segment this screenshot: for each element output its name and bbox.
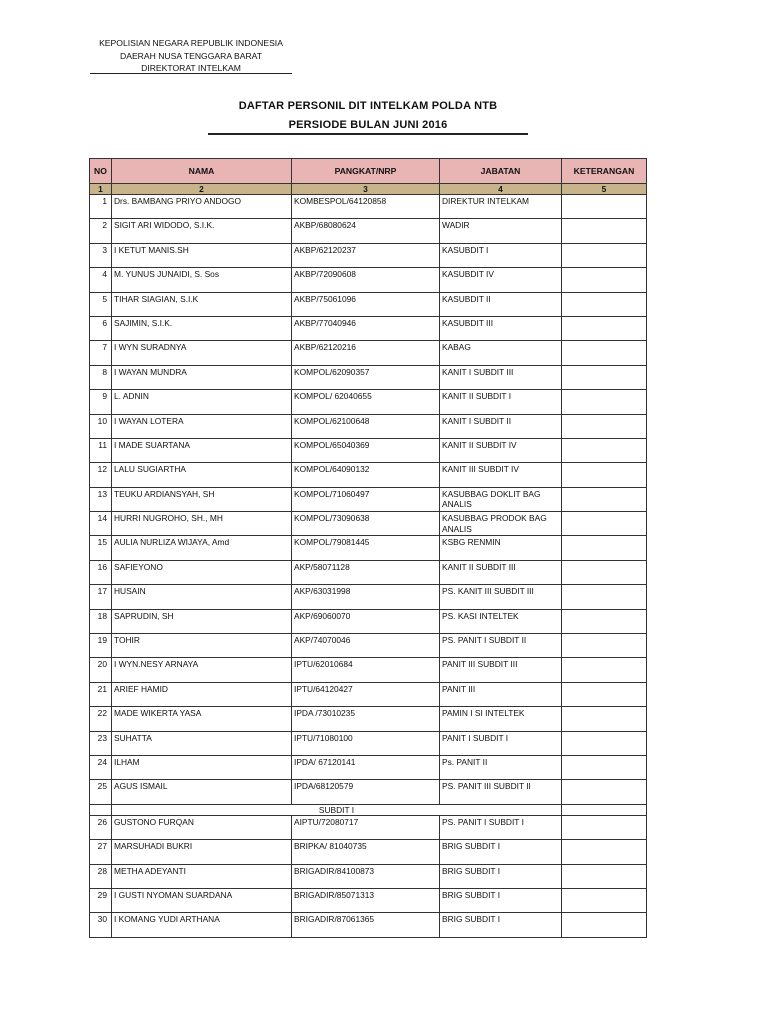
keterangan-cell: [562, 195, 647, 219]
no-cell: 30: [90, 913, 112, 937]
col-header-no: NO: [90, 159, 112, 184]
table-row: [90, 585, 647, 609]
pangkat-cell: IPDA/68120579: [292, 780, 440, 804]
jabatan-cell: BRIG SUBDIT I: [440, 840, 562, 864]
keterangan-cell: [562, 913, 647, 937]
col-number-3: 3: [292, 184, 440, 195]
no-cell: 14: [90, 512, 112, 536]
jabatan-cell: KSBG RENMIN: [440, 536, 562, 560]
nama-cell: L. ADNIN: [112, 390, 292, 414]
pangkat-cell: AIPTU/72080717: [292, 815, 440, 839]
no-cell: 24: [90, 755, 112, 779]
table-row: [90, 682, 647, 706]
no-cell: 10: [90, 414, 112, 438]
section-label: SUBDIT I: [112, 804, 562, 815]
table-row: [90, 390, 647, 414]
jabatan-cell: KASUBBAG DOKLIT BAG ANALIS: [440, 487, 562, 511]
no-cell: 27: [90, 840, 112, 864]
jabatan-cell: KANIT II SUBDIT I: [440, 390, 562, 414]
col-number-1: 1: [90, 184, 112, 195]
nama-cell: I GUSTI NYOMAN SUARDANA: [112, 888, 292, 912]
no-cell: 21: [90, 682, 112, 706]
nama-cell: MADE WIKERTA YASA: [112, 707, 292, 731]
table-row: [90, 268, 647, 292]
jabatan-cell: WADIR: [440, 219, 562, 243]
no-cell: 26: [90, 815, 112, 839]
no-cell: 20: [90, 658, 112, 682]
table-row: [90, 731, 647, 755]
jabatan-cell: PS. PANIT I SUBDIT I: [440, 815, 562, 839]
keterangan-cell: [562, 243, 647, 267]
keterangan-cell: [562, 365, 647, 389]
nama-cell: I KOMANG YUDI ARTHANA: [112, 913, 292, 937]
keterangan-cell: [562, 463, 647, 487]
jabatan-cell: PS. KASI INTELTEK: [440, 609, 562, 633]
pangkat-cell: KOMBESPOL/64120858: [292, 195, 440, 219]
no-cell: 1: [90, 195, 112, 219]
no-cell: 5: [90, 292, 112, 316]
table-row: [90, 815, 647, 839]
table-row: [90, 463, 647, 487]
section-spacer: [90, 804, 112, 815]
pangkat-cell: AKP/63031998: [292, 585, 440, 609]
keterangan-cell: [562, 219, 647, 243]
no-cell: 12: [90, 463, 112, 487]
table-row: [90, 609, 647, 633]
nama-cell: SAJIMIN, S.I.K.: [112, 316, 292, 340]
keterangan-cell: [562, 292, 647, 316]
no-cell: 3: [90, 243, 112, 267]
nama-cell: AULIA NURLIZA WIJAYA, Amd: [112, 536, 292, 560]
keterangan-cell: [562, 512, 647, 536]
keterangan-cell: [562, 682, 647, 706]
no-cell: 29: [90, 888, 112, 912]
column-number-row: [90, 184, 647, 195]
pangkat-cell: KOMPOL/62100648: [292, 414, 440, 438]
keterangan-cell: [562, 414, 647, 438]
no-cell: 28: [90, 864, 112, 888]
table-row: [90, 840, 647, 864]
no-cell: 17: [90, 585, 112, 609]
table-row: [90, 658, 647, 682]
jabatan-cell: KANIT III SUBDIT IV: [440, 463, 562, 487]
document-title: DAFTAR PERSONIL DIT INTELKAM POLDA NTB: [238, 100, 498, 112]
keterangan-cell: [562, 316, 647, 340]
pangkat-cell: KOMPOL/64090132: [292, 463, 440, 487]
col-header-keterangan: KETERANGAN: [562, 159, 647, 184]
nama-cell: I WYN.NESY ARNAYA: [112, 658, 292, 682]
pangkat-cell: AKBP/68080624: [292, 219, 440, 243]
no-cell: 11: [90, 438, 112, 462]
no-cell: 18: [90, 609, 112, 633]
table-row: [90, 707, 647, 731]
pangkat-cell: BRIGADIR/84100873: [292, 864, 440, 888]
no-cell: 4: [90, 268, 112, 292]
keterangan-cell: [562, 780, 647, 804]
title-underline: [208, 133, 528, 135]
jabatan-cell: KABAG: [440, 341, 562, 365]
table-row: [90, 219, 647, 243]
pangkat-cell: AKP/69060070: [292, 609, 440, 633]
jabatan-cell: PS. PANIT I SUBDIT II: [440, 634, 562, 658]
pangkat-cell: AKBP/75061096: [292, 292, 440, 316]
pangkat-cell: KOMPOL/65040369: [292, 438, 440, 462]
nama-cell: I WYN SURADNYA: [112, 341, 292, 365]
pangkat-cell: AKBP/62120216: [292, 341, 440, 365]
nama-cell: ILHAM: [112, 755, 292, 779]
col-header-nama: NAMA: [112, 159, 292, 184]
keterangan-cell: [562, 888, 647, 912]
keterangan-cell: [562, 864, 647, 888]
pangkat-cell: KOMPOL/ 62040655: [292, 390, 440, 414]
nama-cell: M. YUNUS JUNAIDI, S. Sos: [112, 268, 292, 292]
pangkat-cell: IPTU/71080100: [292, 731, 440, 755]
org-line-2: DAERAH NUSA TENGGARA BARAT: [120, 50, 262, 61]
pangkat-cell: KOMPOL/73090638: [292, 512, 440, 536]
nama-cell: AGUS ISMAIL: [112, 780, 292, 804]
jabatan-cell: BRIG SUBDIT I: [440, 913, 562, 937]
no-cell: 22: [90, 707, 112, 731]
pangkat-cell: KOMPOL/79081445: [292, 536, 440, 560]
nama-cell: GUSTONO FURQAN: [112, 815, 292, 839]
nama-cell: HUSAIN: [112, 585, 292, 609]
nama-cell: SUHATTA: [112, 731, 292, 755]
keterangan-cell: [562, 438, 647, 462]
pangkat-cell: AKBP/77040946: [292, 316, 440, 340]
organization-header: [90, 37, 292, 75]
pangkat-cell: AKBP/62120237: [292, 243, 440, 267]
nama-cell: TIHAR SIAGIAN, S.I.K: [112, 292, 292, 316]
jabatan-cell: BRIG SUBDIT I: [440, 888, 562, 912]
keterangan-cell: [562, 585, 647, 609]
keterangan-cell: [562, 634, 647, 658]
col-number-4: 4: [440, 184, 562, 195]
jabatan-cell: KASUBDIT III: [440, 316, 562, 340]
no-cell: 15: [90, 536, 112, 560]
pangkat-cell: BRIPKA/ 81040735: [292, 840, 440, 864]
jabatan-cell: KANIT II SUBDIT IV: [440, 438, 562, 462]
jabatan-cell: KASUBDIT I: [440, 243, 562, 267]
jabatan-cell: KANIT I SUBDIT II: [440, 414, 562, 438]
pangkat-cell: IPTU/64120427: [292, 682, 440, 706]
nama-cell: SAPRUDIN, SH: [112, 609, 292, 633]
nama-cell: MARSUHADI BUKRI: [112, 840, 292, 864]
table-row: [90, 634, 647, 658]
jabatan-cell: PS. PANIT III SUBDIT II: [440, 780, 562, 804]
org-line-3: DIREKTORAT INTELKAM: [141, 63, 241, 74]
nama-cell: TOHIR: [112, 634, 292, 658]
keterangan-cell: [562, 815, 647, 839]
nama-cell: I MADE SUARTANA: [112, 438, 292, 462]
nama-cell: TEUKU ARDIANSYAH, SH: [112, 487, 292, 511]
jabatan-cell: PANIT III: [440, 682, 562, 706]
jabatan-cell: KASUBDIT IV: [440, 268, 562, 292]
col-header-pangkat: PANGKAT/NRP: [292, 159, 440, 184]
table-row: [90, 864, 647, 888]
table-header-row: [90, 159, 647, 184]
table-row: [90, 755, 647, 779]
nama-cell: SIGIT ARI WIDODO, S.I.K.: [112, 219, 292, 243]
nama-cell: ARIEF HAMID: [112, 682, 292, 706]
no-cell: 19: [90, 634, 112, 658]
keterangan-cell: [562, 560, 647, 584]
jabatan-cell: PANIT I SUBDIT I: [440, 731, 562, 755]
keterangan-cell: [562, 731, 647, 755]
pangkat-cell: KOMPOL/62090357: [292, 365, 440, 389]
table-row: [90, 365, 647, 389]
keterangan-cell: [562, 755, 647, 779]
no-cell: 6: [90, 316, 112, 340]
section-row-subdit-i: [90, 804, 647, 815]
section-spacer: [562, 804, 647, 815]
keterangan-cell: [562, 658, 647, 682]
col-number-5: 5: [562, 184, 647, 195]
table-row: [90, 560, 647, 584]
jabatan-cell: KASUBBAG PRODOK BAG ANALIS: [440, 512, 562, 536]
no-cell: 7: [90, 341, 112, 365]
nama-cell: Drs. BAMBANG PRIYO ANDOGO: [112, 195, 292, 219]
pangkat-cell: IPTU/62010684: [292, 658, 440, 682]
nama-cell: I WAYAN LOTERA: [112, 414, 292, 438]
jabatan-cell: PANIT III SUBDIT III: [440, 658, 562, 682]
table-row: [90, 913, 647, 937]
nama-cell: I WAYAN MUNDRA: [112, 365, 292, 389]
table-row: [90, 512, 647, 536]
keterangan-cell: [562, 487, 647, 511]
no-cell: 9: [90, 390, 112, 414]
jabatan-cell: KANIT II SUBDIT III: [440, 560, 562, 584]
keterangan-cell: [562, 341, 647, 365]
pangkat-cell: IPDA/ 67120141: [292, 755, 440, 779]
pangkat-cell: IPDA /73010235: [292, 707, 440, 731]
pangkat-cell: KOMPOL/71060497: [292, 487, 440, 511]
personnel-table: [89, 158, 647, 938]
table-row: [90, 414, 647, 438]
pangkat-cell: BRIGADIR/87061365: [292, 913, 440, 937]
jabatan-cell: Ps. PANIT II: [440, 755, 562, 779]
keterangan-cell: [562, 840, 647, 864]
keterangan-cell: [562, 390, 647, 414]
jabatan-cell: PS. KANIT III SUBDIT III: [440, 585, 562, 609]
no-cell: 8: [90, 365, 112, 389]
table-body: [90, 195, 647, 938]
no-cell: 23: [90, 731, 112, 755]
col-number-2: 2: [112, 184, 292, 195]
col-header-jabatan: JABATAN: [440, 159, 562, 184]
keterangan-cell: [562, 609, 647, 633]
nama-cell: METHA ADEYANTI: [112, 864, 292, 888]
table-row: [90, 316, 647, 340]
no-cell: 13: [90, 487, 112, 511]
jabatan-cell: KASUBDIT II: [440, 292, 562, 316]
no-cell: 2: [90, 219, 112, 243]
table-row: [90, 438, 647, 462]
jabatan-cell: PAMIN I SI INTELTEK: [440, 707, 562, 731]
keterangan-cell: [562, 268, 647, 292]
document-subtitle: PERSIODE BULAN JUNI 2016: [288, 119, 448, 131]
pangkat-cell: BRIGADIR/85071313: [292, 888, 440, 912]
no-cell: 25: [90, 780, 112, 804]
table-row: [90, 341, 647, 365]
jabatan-cell: KANIT I SUBDIT III: [440, 365, 562, 389]
pangkat-cell: AKP/58071128: [292, 560, 440, 584]
table-row: [90, 536, 647, 560]
table-row: [90, 888, 647, 912]
table-row: [90, 243, 647, 267]
no-cell: 16: [90, 560, 112, 584]
keterangan-cell: [562, 707, 647, 731]
jabatan-cell: BRIG SUBDIT I: [440, 864, 562, 888]
nama-cell: LALU SUGIARTHA: [112, 463, 292, 487]
nama-cell: I KETUT MANIS.SH: [112, 243, 292, 267]
nama-cell: SAFIEYONO: [112, 560, 292, 584]
pangkat-cell: AKBP/72090608: [292, 268, 440, 292]
org-line-1: KEPOLISIAN NEGARA REPUBLIK INDONESIA: [99, 38, 283, 48]
table-row: [90, 292, 647, 316]
table-row: [90, 780, 647, 804]
jabatan-cell: DIREKTUR INTELKAM: [440, 195, 562, 219]
nama-cell: HURRI NUGROHO, SH., MH: [112, 512, 292, 536]
table-row: [90, 487, 647, 511]
pangkat-cell: AKP/74070046: [292, 634, 440, 658]
org-underline: [90, 73, 292, 74]
keterangan-cell: [562, 536, 647, 560]
table-row: [90, 195, 647, 219]
